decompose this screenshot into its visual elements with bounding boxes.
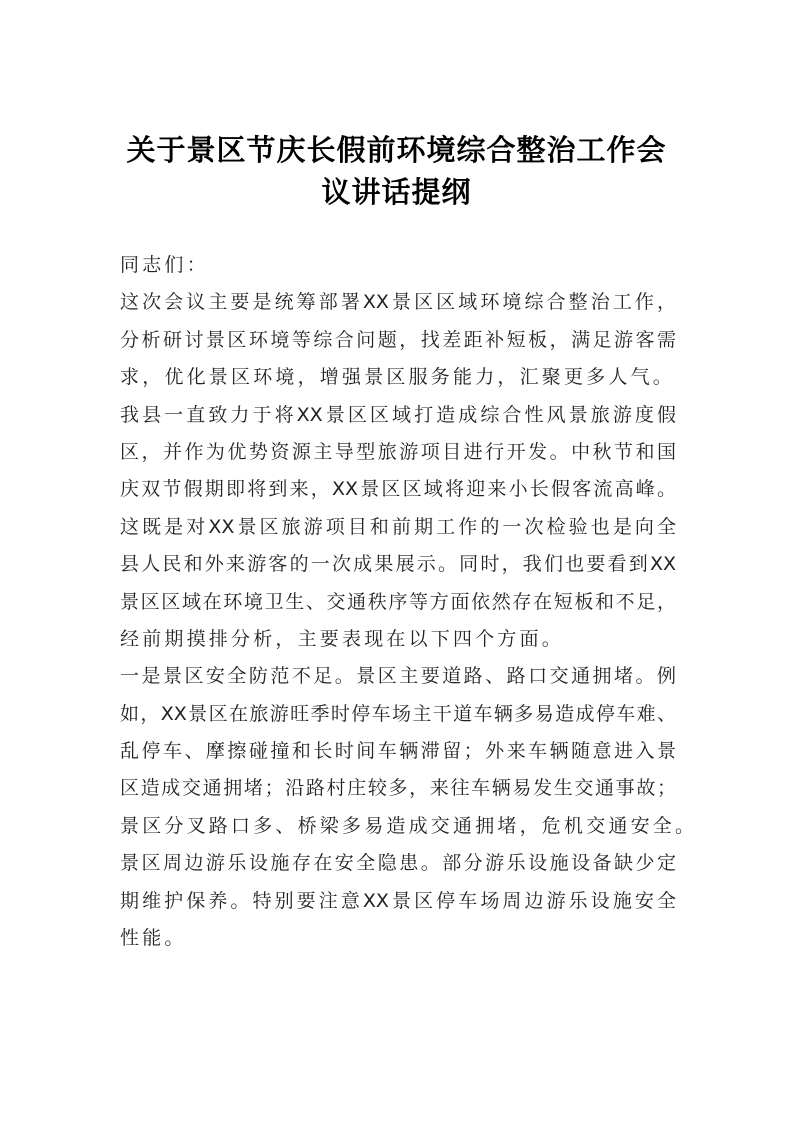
document-body (120, 247, 698, 957)
paragraph-salutation (120, 247, 676, 284)
paragraph-background (120, 397, 676, 659)
text-line: 期维护保养。特别要注意XX景区停车场周边游乐设施安全 (120, 889, 676, 912)
text-line: 景区周边游乐设施存在安全隐患。部分游乐设施设备缺少定 (120, 852, 676, 875)
text-line: 区，并作为优势资源主导型旅游项目进行开发。中秋节和国 (120, 440, 676, 463)
text-line: 性能。 (120, 927, 187, 950)
text-line: 景区分叉路口多、桥梁多易造成交通拥堵，危机交通安全。 (120, 814, 698, 837)
text-line: 我县一直致力于将XX景区区域打造成综合性风景旅游度假 (120, 403, 676, 426)
document-title-line-1: 关于景区节庆长假前环境综合整治工作会 (126, 133, 667, 167)
text-line: 庆双节假期即将到来，XX景区区域将迎来小长假客流高峰。 (120, 478, 676, 501)
text-line: 一是景区安全防范不足。景区主要道路、路口交通拥堵。例 (120, 665, 676, 688)
text-line: 如，XX景区在旅游旺季时停车场主干道车辆多易造成停车难、 (120, 702, 676, 725)
text-line: 景区区域在环境卫生、交通秩序等方面依然存在短板和不足， (120, 590, 676, 613)
text-line: 求，优化景区环境，增强景区服务能力，汇聚更多人气。 (120, 366, 676, 389)
text-line: 分析研讨景区环境等综合问题，找差距补短板，满足游客需 (120, 328, 676, 351)
text-line: 这次会议主要是统筹部署XX景区区域环境综合整治工作， (120, 291, 676, 314)
paragraph-safety (120, 658, 698, 845)
text-line: 区造成交通拥堵；沿路村庄较多，来往车辆易发生交通事故； (120, 777, 676, 800)
text-line: 县人民和外来游客的一次成果展示。同时，我们也要看到XX (120, 553, 676, 576)
text-line: 经前期摸排分析，主要表现在以下四个方面。 (120, 627, 565, 650)
document-title-line-2: 议讲话提纲 (321, 175, 472, 209)
text-line: 乱停车、摩擦碰撞和长时间车辆滞留；外来车辆随意进入景 (120, 740, 676, 763)
text-line: 同志们： (120, 254, 209, 276)
paragraph-facilities (120, 845, 676, 957)
text-line: 这既是对XX景区旅游项目和前期工作的一次检验也是向全 (120, 515, 676, 538)
paragraph-intro (120, 284, 676, 396)
